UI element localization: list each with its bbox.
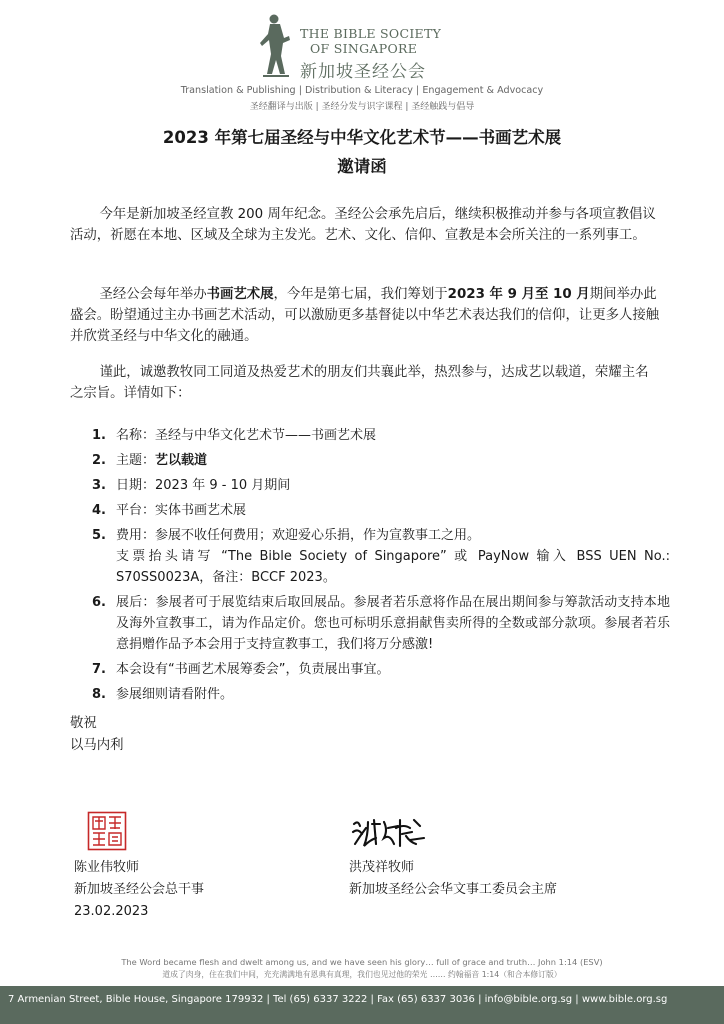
- item-number: 1.: [92, 428, 106, 443]
- item-number: 6.: [92, 595, 106, 610]
- signatory-right-name: 洪茂祥牧师: [349, 860, 415, 875]
- item-number: 4.: [92, 503, 106, 518]
- bible-society-logo: [256, 12, 456, 82]
- closing-line-2: 以马内利: [70, 738, 124, 753]
- list-item: [70, 592, 670, 655]
- item-text: 费用：参展不收任何费用；欢迎爱心乐捐，作为宣教事工之用。: [116, 528, 481, 543]
- list-item: [70, 450, 670, 471]
- item-text: 参展细则请看附件。: [116, 687, 234, 702]
- tagline-en: Translation & Publishing | Distribution & Literacy | Engagement & Advocacy: [180, 85, 544, 96]
- letter-date: 23.02.2023: [74, 904, 149, 919]
- signatory-left-title: 新加坡圣经公会总干事: [74, 882, 205, 897]
- item-number: 2.: [92, 453, 106, 468]
- letter-title: 2023 年第七届圣经与中华文化艺术节——书画艺术展: [162, 128, 562, 147]
- item-number: 7.: [92, 662, 106, 677]
- list-item: [70, 475, 670, 496]
- paragraph-1-text: 今年是新加坡圣经宣教 200 周年纪念。圣经公会承先启后，继续积极推动并参与各项宣教倡议活动，祈愿在本地、区域及全球为主发光。艺术、文化、信仰、宣教是本会所关注的一系列事工。: [70, 207, 656, 243]
- item-number: 5.: [92, 528, 106, 543]
- paragraph-2-text-a: 圣经公会每年举办: [99, 287, 207, 302]
- paragraph-2-text-e: 期间举办此盛会。盼望通过主办书画艺术活动，可以激励更多基督徒以中华艺术表达我们的信仰，让更多人接触并欣赏圣经与中华文化的融通。: [70, 287, 660, 344]
- signatory-left-name: 陈业伟牧师: [74, 860, 140, 875]
- list-item: [70, 500, 670, 521]
- paragraph-2: [70, 284, 660, 347]
- item-text: 名称：圣经与中华文化艺术节——书画艺术展: [116, 428, 377, 443]
- item-label: 主题：: [116, 453, 156, 468]
- footer-bar: [0, 986, 724, 1024]
- letter-subtitle: 邀请函: [337, 157, 387, 176]
- paragraph-2-bold-exhibition: 书画艺术展: [206, 287, 274, 302]
- org-name-zh: 新加坡圣经公会: [300, 62, 426, 82]
- handwritten-signature: [350, 814, 430, 854]
- paragraph-2-bold-date: 2023 年 9 月至 10 月: [447, 287, 590, 302]
- item-text: 日期：2023 年 9 - 10 月期间: [116, 478, 291, 493]
- item-number: 3.: [92, 478, 106, 493]
- verse-zh: 道成了肉身，住在我们中间，充充满满地有恩典有真理，我们也见过他的荣光 …… 约翰福音 1:14（和合本修订版）: [162, 970, 562, 979]
- item-text: 展后：参展者可于展览结束后取回展品。参展者若乐意将作品在展出期间参与筹款活动支持本地及海外宣教事工，请为作品定价。您也可标明乐意捐献售卖所得的全数或部分款项。参展者若乐意捐赠作品予本会用于支持宣教事工，我们将万分感激!: [116, 595, 670, 652]
- paragraph-2-text-c: ，今年是第七届，我们筹划于: [273, 287, 448, 302]
- list-item: [70, 525, 670, 588]
- paragraph-3: [70, 362, 660, 404]
- signatory-right-title: 新加坡圣经公会华文事工委员会主席: [349, 882, 558, 897]
- org-name-en-line2: OF SINGAPORE: [310, 41, 418, 56]
- sower-figure-icon: [256, 12, 296, 78]
- list-item: [70, 659, 670, 680]
- signatory-left: [74, 857, 204, 923]
- verse-en: The Word became flesh and dwelt among us, and we have seen his glory… full of grace and truth… John 1:14 (ESV): [121, 957, 603, 967]
- item-theme-bold: 艺以载道: [155, 453, 208, 468]
- list-item: [70, 684, 670, 705]
- closing-line-1: 敬祝: [70, 716, 97, 731]
- details-list: [70, 425, 670, 709]
- item-number: 8.: [92, 687, 106, 702]
- footer-contact: 7 Armenian Street, Bible House, Singapore 179932 | Tel (65) 6337 3222 | Fax (65) 6337 3036 | info@bible.org.sg | www.bible.org.sg: [8, 994, 668, 1005]
- org-name-en-line1: THE BIBLE SOCIETY: [300, 26, 442, 41]
- item-text-cheque: 支票抬头请写 “The Bible Society of Singapore” 或 PayNow 输入 BSS UEN No.: S70SS0023A，备注：BCCF 2023。: [116, 549, 670, 585]
- paragraph-1: [70, 204, 660, 246]
- red-seal-stamp: [87, 811, 127, 851]
- tagline-zh: 圣经翻译与出版 | 圣经分发与识字课程 | 圣经触践与倡导: [249, 102, 475, 112]
- item-text: 本会设有“书画艺术展筹委会”，负责展出事宜。: [116, 662, 390, 677]
- signatory-right: [349, 857, 557, 901]
- list-item: [70, 425, 670, 446]
- item-text: 平台：实体书画艺术展: [116, 503, 247, 518]
- paragraph-3-text: 谨此，诚邀教牧同工同道及热爱艺术的朋友们共襄此举，热烈参与，达成艺以载道，荣耀主名之宗旨。详情如下：: [70, 365, 649, 401]
